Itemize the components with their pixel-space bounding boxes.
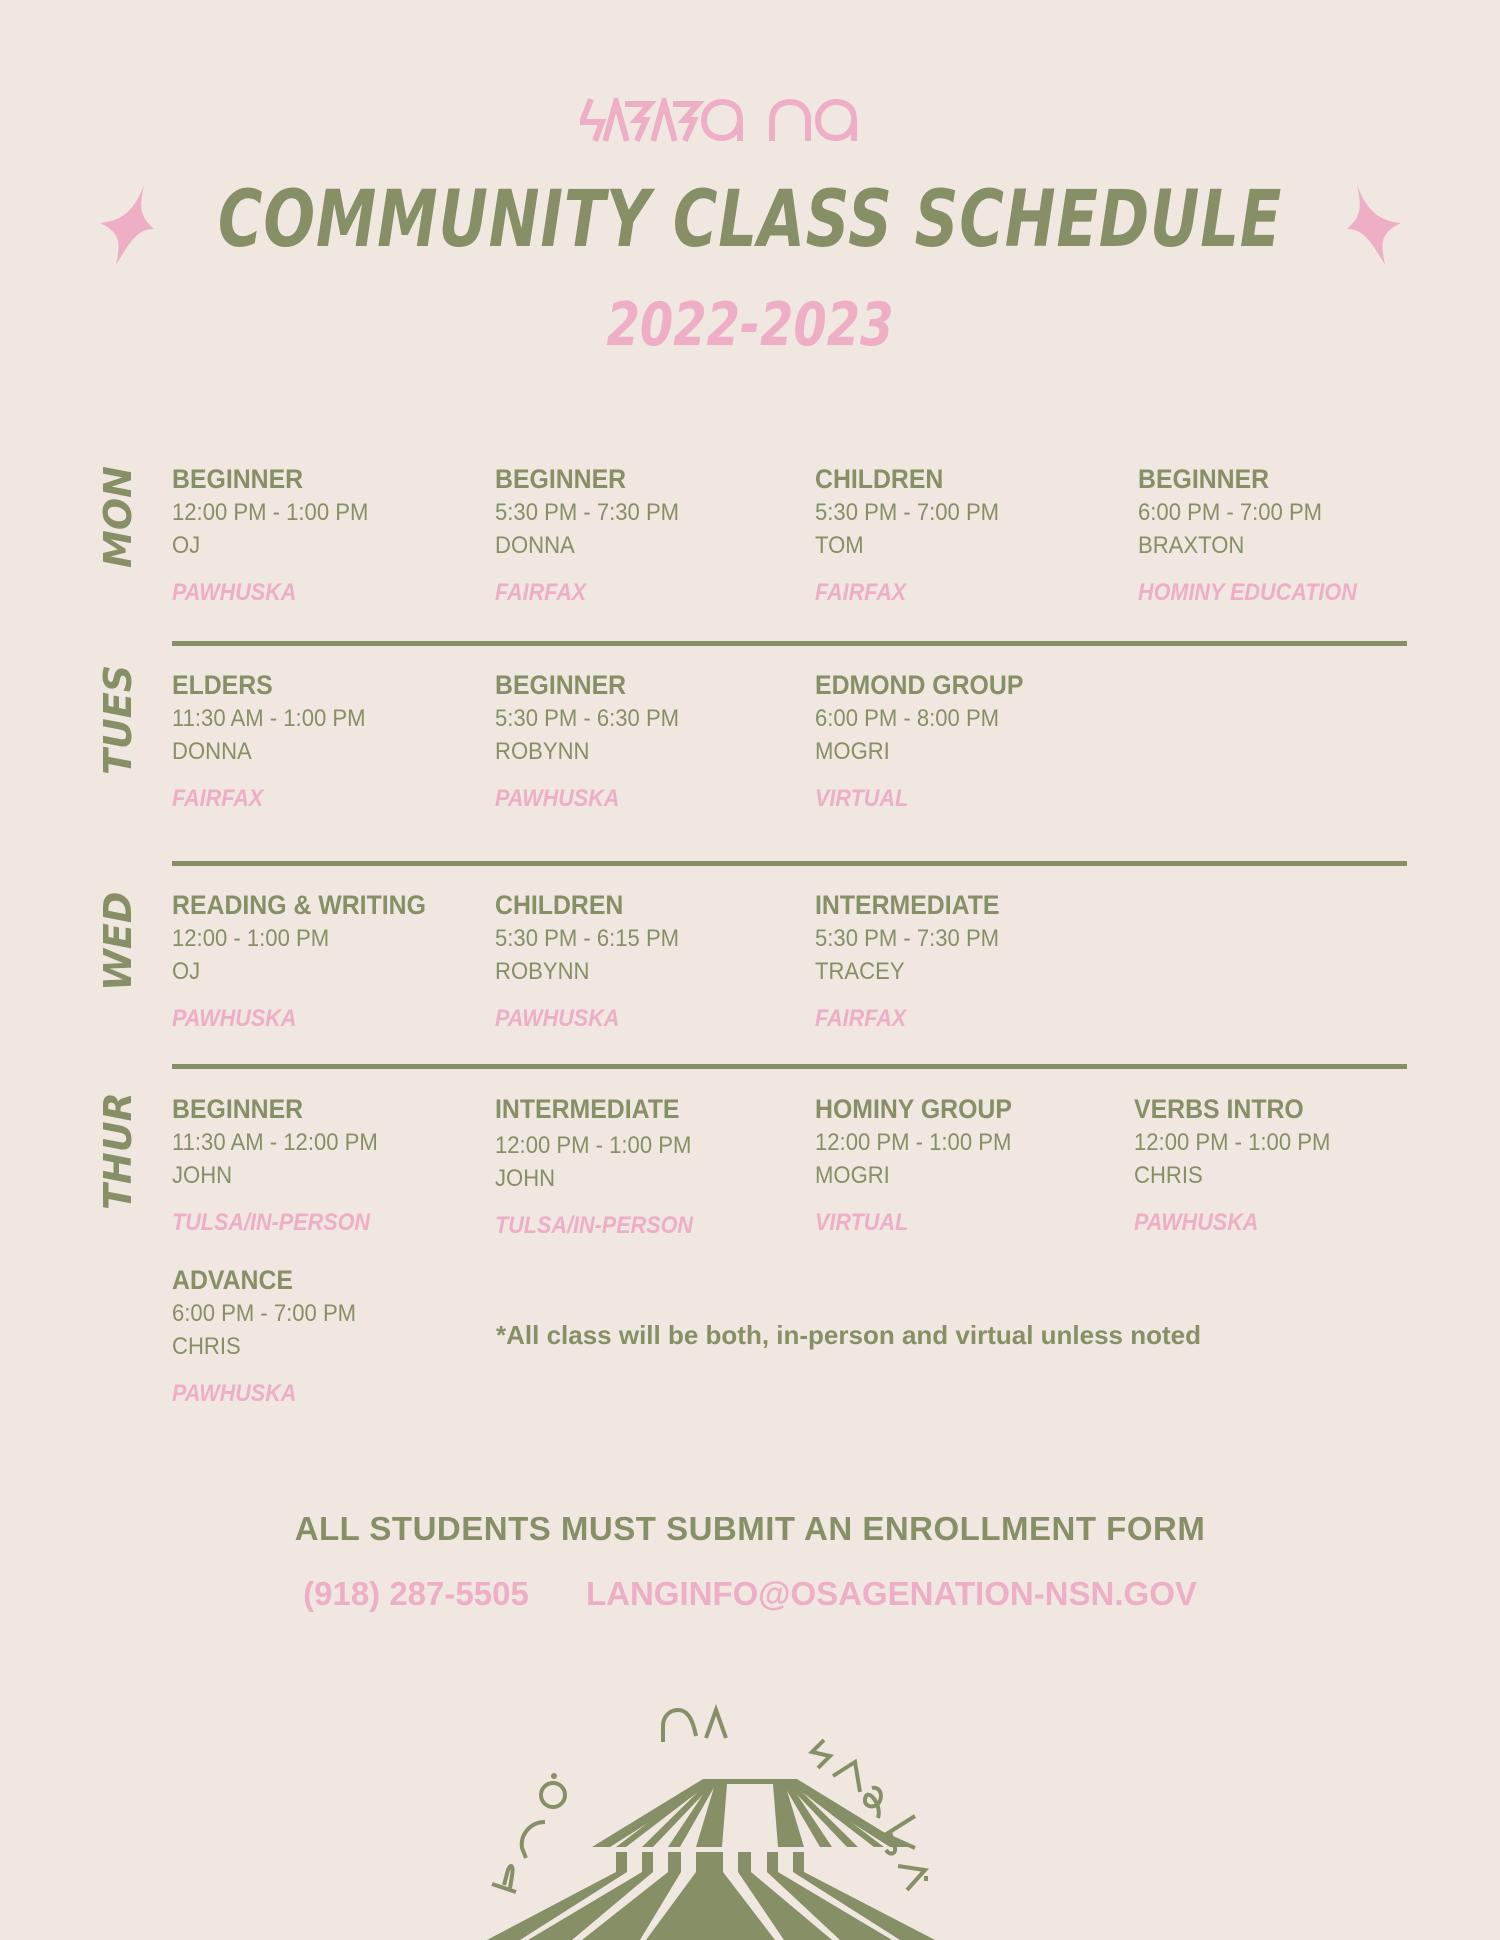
class-teacher: JOHN	[172, 1162, 233, 1189]
sparkle-icon	[1345, 185, 1401, 265]
class-time: 11:30 AM - 1:00 PM	[172, 705, 366, 732]
class-time: 6:00 PM - 8:00 PM	[815, 705, 1000, 732]
class-teacher: ROBYNN	[495, 738, 590, 765]
schedule-note: *All class will be both, in-person and virtual unless noted	[496, 1320, 1202, 1350]
class-name: HOMINY GROUP	[815, 1094, 1012, 1124]
class-name: EDMOND GROUP	[815, 670, 1024, 700]
class-name: BEGINNER	[172, 1094, 304, 1124]
class-location: VIRTUAL	[815, 785, 909, 812]
class-card	[172, 668, 472, 814]
day-label-thur: THUR	[96, 1092, 140, 1210]
page-title: COMMUNITY CLASS SCHEDULE	[217, 175, 1283, 265]
class-teacher: TOM	[815, 532, 864, 559]
class-name: BEGINNER	[1138, 464, 1270, 494]
class-location: FAIRFAX	[815, 579, 907, 606]
class-teacher: MOGRI	[815, 738, 890, 765]
year-range: 2022-2023	[606, 290, 894, 360]
email-link[interactable]: LANGINFO@OSAGENATION-NSN.GOV	[585, 1575, 1197, 1612]
class-time: 5:30 PM - 6:30 PM	[495, 705, 680, 732]
class-time: 12:00 - 1:00 PM	[172, 925, 330, 952]
osage-script-heading	[0, 98, 1500, 147]
class-name: BEGINNER	[172, 464, 304, 494]
class-time: 5:30 PM - 6:15 PM	[495, 925, 680, 952]
class-teacher: MOGRI	[815, 1162, 890, 1189]
day-label-mon: MON	[96, 466, 140, 568]
class-teacher: OJ	[172, 958, 201, 985]
class-location: PAWHUSKA	[1134, 1209, 1259, 1236]
class-card	[495, 888, 795, 1034]
class-location: HOMINY EDUCATION	[1138, 579, 1357, 606]
class-card	[495, 462, 795, 608]
class-name: BEGINNER	[495, 464, 627, 494]
class-card	[815, 888, 1115, 1034]
class-time: 5:30 PM - 7:30 PM	[815, 925, 1000, 952]
class-teacher: BRAXTON	[1138, 532, 1245, 559]
class-card	[815, 668, 1115, 814]
class-location: FAIRFAX	[815, 1005, 907, 1032]
class-card	[815, 1092, 1115, 1238]
class-time: 11:30 AM - 12:00 PM	[172, 1129, 378, 1156]
class-name: ADVANCE	[172, 1265, 293, 1295]
sparkle-icon	[100, 185, 156, 265]
class-name: CHILDREN	[495, 890, 624, 920]
class-name: READING & WRITING	[172, 890, 426, 920]
class-time: 12:00 PM - 1:00 PM	[495, 1132, 692, 1159]
divider	[172, 1064, 1407, 1069]
class-card	[172, 888, 472, 1034]
class-time: 6:00 PM - 7:00 PM	[1138, 499, 1323, 526]
title-row	[0, 175, 1500, 275]
class-teacher: JOHN	[495, 1165, 556, 1192]
class-location: PAWHUSKA	[495, 785, 620, 812]
class-teacher: CHRIS	[172, 1333, 241, 1360]
class-time: 5:30 PM - 7:00 PM	[815, 499, 1000, 526]
class-card	[172, 1092, 472, 1238]
class-name: ELDERS	[172, 670, 273, 700]
class-location: FAIRFAX	[172, 785, 264, 812]
class-name: VERBS INTRO	[1134, 1094, 1304, 1124]
enrollment-notice: ALL STUDENTS MUST SUBMIT AN ENROLLMENT FORM	[294, 1510, 1206, 1547]
class-card	[172, 462, 472, 608]
class-location: PAWHUSKA	[172, 579, 297, 606]
class-teacher: DONNA	[172, 738, 252, 765]
day-label-tues: TUES	[96, 664, 140, 776]
class-location: PAWHUSKA	[172, 1005, 297, 1032]
osage-script-icon	[580, 98, 920, 142]
class-time: 12:00 PM - 1:00 PM	[815, 1129, 1012, 1156]
class-teacher: OJ	[172, 532, 201, 559]
class-teacher: DONNA	[495, 532, 575, 559]
class-time: 6:00 PM - 7:00 PM	[172, 1300, 357, 1327]
class-card	[172, 1263, 472, 1409]
class-location: PAWHUSKA	[495, 1005, 620, 1032]
osage-nation-logo	[450, 1680, 1050, 1940]
class-location: FAIRFAX	[495, 579, 587, 606]
divider	[172, 861, 1407, 866]
divider	[172, 641, 1407, 646]
class-location: TULSA/IN-PERSON	[172, 1209, 371, 1236]
class-name: CHILDREN	[815, 464, 944, 494]
class-time: 12:00 PM - 1:00 PM	[172, 499, 369, 526]
class-location: TULSA/IN-PERSON	[495, 1212, 694, 1239]
class-name: INTERMEDIATE	[815, 890, 1000, 920]
class-teacher: ROBYNN	[495, 958, 590, 985]
phone-link[interactable]: (918) 287-5505	[303, 1575, 529, 1612]
class-card	[1138, 462, 1438, 608]
class-card	[495, 1092, 795, 1241]
contact-info	[0, 1575, 1500, 1613]
class-card	[815, 462, 1115, 608]
class-name: BEGINNER	[495, 670, 627, 700]
class-time: 12:00 PM - 1:00 PM	[1134, 1129, 1331, 1156]
day-label-wed: WED	[96, 891, 140, 991]
class-name: INTERMEDIATE	[495, 1094, 680, 1124]
class-location: PAWHUSKA	[172, 1380, 297, 1407]
class-teacher: TRACEY	[815, 958, 905, 985]
class-teacher: CHRIS	[1134, 1162, 1203, 1189]
class-card	[495, 668, 795, 814]
class-location: VIRTUAL	[815, 1209, 909, 1236]
class-card	[1134, 1092, 1434, 1238]
class-time: 5:30 PM - 7:30 PM	[495, 499, 680, 526]
